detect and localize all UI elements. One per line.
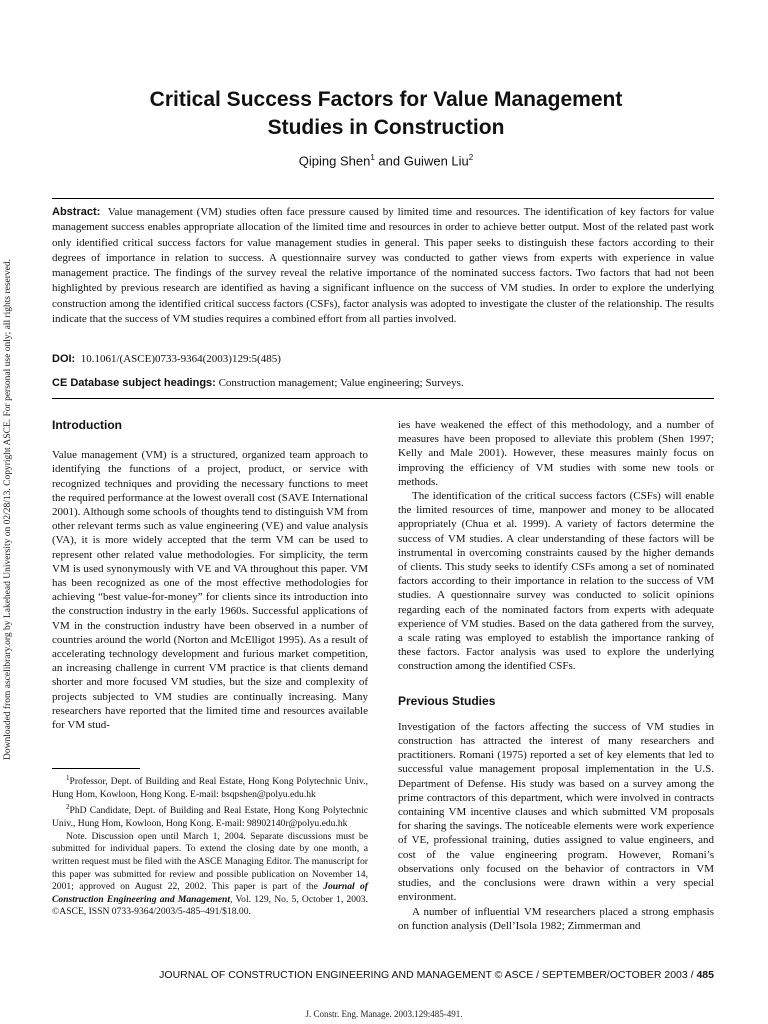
top-divider	[52, 198, 714, 199]
journal-name: Journal of Construction Engineering and Management	[52, 881, 368, 905]
author-1-affiliation-mark: 1	[370, 153, 375, 162]
section-heading-introduction: Introduction	[52, 418, 122, 432]
subject-headings	[52, 377, 464, 389]
right-column	[398, 418, 714, 933]
abstract-divider	[52, 398, 714, 399]
footnotes	[52, 772, 368, 919]
download-notice: Downloaded from ascelibrary.org by Lakehead University on 02/28/13. Copyright ASCE. For personal use only; all rights reserved.	[3, 258, 13, 760]
paper-title	[60, 86, 712, 142]
doi-label: DOI:	[52, 353, 76, 365]
previous-paragraph-2: A number of influential VM researchers placed a strong emphasis on function analysis (Dell’Isola 1982; Zimmerman and	[398, 905, 714, 932]
citation-line: J. Constr. Eng. Manage. 2003.129:485-491.	[305, 1009, 463, 1019]
doi-line	[52, 353, 281, 365]
section-heading-previous-studies: Previous Studies	[398, 693, 496, 708]
footnote-1: $^1$Professor, Dept. of Building and Real Estate, Hong Kong Polytechnic Univ., Hung Hom, Kowloon, Hong Kong. E-mail: bsqpshen@polyu.edu.hk	[52, 774, 368, 800]
page-number: 485	[696, 969, 714, 981]
abstract	[52, 205, 714, 327]
abstract-label: Abstract:	[52, 206, 101, 218]
subject-value: Construction management; Value engineering; Surveys.	[218, 377, 464, 389]
abstract-text: Value management (VM) studies often face pressure caused by limited time and resources. The identification of key factors for value management success enables appropriate allocation of the limited time and resources in order to achieve better output. Most of the related past work only identified critical success factors for value management studies in general. This paper seeks to distinguish these factors according to their degrees of importance in relation to success. A questionnaire survey was conducted to gather views from experts with experience in value management practice. The findings of the survey reveal the relative importance of the nominated success factors. Two factors that had not been highlighted by previous research are identified as having a significant influence on the success of VM studies. In order to explore the underlying construction among the identified critical success factors (CSFs), factor analysis was adopted to investigate the cluster of the relationship. The results indicate that the success of VM studies requires a combined effort from all parties involved.	[52, 206, 714, 326]
title-line-1: Critical Success Factors for Value Management	[149, 88, 623, 111]
intro-paragraph-3: The identification of the critical success factors (CSFs) will enable the limited resources of time, manpower and money to be allocated appropriately (Chua et al. 1999). A variety of factors determine the success of VM studies. A clear understanding of these factors will be instrumental in overcoming constraints caused by the higher demands of clients. This study seeks to identify CSFs among a set of nominated factors according to their importance in relation to the success of VM studies. A questionnaire survey was conducted to solicit opinions regarding each of the nominated factors from experts with adequate experience of VM studies. Based on the data gathered from the survey, a scale rating was employed to establish the importance ranking of these factors. Factor analysis was used to explore the underlying construction among the identified CSFs.	[398, 490, 714, 673]
subject-label: CE Database subject headings:	[52, 377, 216, 389]
journal-footer: JOURNAL OF CONSTRUCTION ENGINEERING AND MANAGEMENT © ASCE / SEPTEMBER/OCTOBER 2003 / 485	[159, 969, 714, 981]
doi-value: 10.1061/(ASCE)0733-9364(2003)129:5(485)	[80, 353, 281, 365]
intro-paragraph-1: Value management (VM) is a structured, organized team approach to identifying the functions of a project, product, or service with recognized techniques and providing the necessary functions to meet the required performance at the lowest overall cost (SAVE International 2001). Although some schools of thoughts tend to distinguish VM from other relevant terms such as value engineering (VE) and value analysis (VA), it is more widely accepted that the term VM can be used to represent other related value methodologies. For simplicity, the term VM is used synonymously with VE and VA throughout this paper. VM has been recognized as one of the most effective methodologies for achieving “best value-for-money” for clients since its introduction into the construction industry in the early 1960s. Successful applications of VM in the construction industry have been observed in a number of countries around the world (Norton and McElligot 1995). As a result of accelerating technology development and furious market competition, an increasing challenge in current VM practice is that clients demand shorter and more focused VM studies, but the size and complexity of projects subjected to VM studies are continually increasing. Many researchers have reported that the limited time and resources available for VM stud-	[52, 449, 368, 732]
author-2-affiliation-mark: 2	[468, 153, 474, 162]
discussion-note: Note. Discussion open until March 1, 2004. Separate discussions must be submitted for individual papers. To extend the closing date by one month, a written request must be filed with the ASCE Managing Editor. The manuscript for this paper was submitted for review and possible publication on November 14, 2001; approved on August 22, 2002. This paper is part of the Journal of Construction Engineering and Management, Vol. 129, No. 5, October 1, 2003. ©ASCE, ISSN 0733-9364/2003/5-485–491/$18.00.	[52, 830, 368, 918]
intro-paragraph-2: ies have weakened the effect of this methodology, and a number of measures have been proposed to alleviate this problem (Shen 1997; Kelly and Male 2001). However, these measures mainly focus on improving the efficiency of VM studies with some new tools or methods.	[398, 419, 714, 488]
left-column	[52, 418, 368, 732]
footnote-2-mark: 2	[66, 803, 70, 812]
author-line	[60, 153, 712, 168]
author-conjunction: and	[374, 153, 404, 169]
footnote-divider	[52, 768, 140, 769]
previous-paragraph-1: Investigation of the factors affecting the success of VM studies in construction has attracted the interest of many researchers and practitioners. Romani (1975) reported a set of key elements that led to successful value management proposal implementation in the U.S. Department of Defense. His study was based on a survey among the prime contractors of this department, which were involved in contracts containing VM incentive clauses and which submitted VM proposals for sharing the savings. The noticeable elements were work experience of VE, professional training, duties assigned to value engineers, and cost of the value engineering program. However, Romani’s observations only focused on the behavior of contractors in VM studies, and the conclusions were drawn within a very special environment.	[398, 720, 714, 904]
footnote-2: $^2$PhD Candidate, Dept. of Building and Real Estate, Hong Kong Polytechnic Univ., Hung Hom, Kowloon, Hong Kong. E-mail: 98902140r@polyu.edu.hk	[52, 803, 368, 830]
author-1: Qiping Shen	[298, 153, 371, 169]
footnote-1-mark: 1	[66, 774, 70, 782]
title-line-2: Studies in Construction	[267, 116, 505, 139]
author-2: Guiwen Liu	[403, 153, 469, 169]
